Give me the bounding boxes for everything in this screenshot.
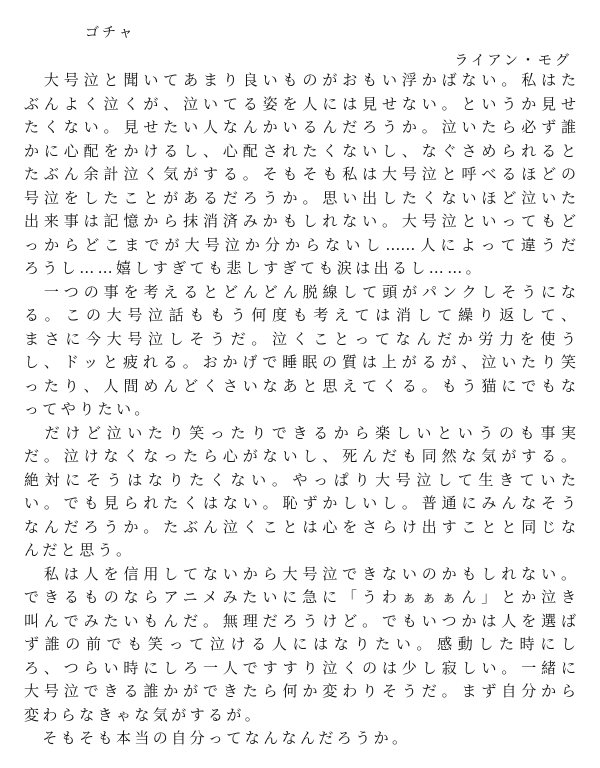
essay-title: ゴチャ (85, 25, 136, 41)
text-line: 一つの事を考えるとどんどん脱線して頭がパンクしそうにな (24, 282, 576, 301)
author-name: ライアン・モグ (454, 53, 572, 69)
text-line: 号泣をしたことがあるだろうか。思い出したくないほど泣いた (24, 188, 576, 207)
text-line: 大号泣と聞いてあまり良いものがおもい浮かばない。私はた (24, 71, 576, 89)
text-line: る。この大号泣話ももう何度も考えては消して繰り返して、 (24, 306, 576, 324)
text-line: できるものならアニメみたいに急に「うわぁぁぁん」とか泣き (24, 588, 576, 606)
text-line: ろうし……嬉しすぎても悲しすぎても涙は出るし……。 (24, 259, 485, 277)
text-line: ず誰の前でも笑って泣ける人にはなりたい。感動した時にし (24, 635, 576, 653)
text-line: 私は人を信用してないから大号泣できないのかもしれない。 (24, 564, 576, 583)
text-line: なんだろうか。たぶん泣くことは心をさらけ出すことと同じな (24, 517, 576, 536)
text-line: い。でも見られたくはない。恥ずかしいし。普通にみんなそう (24, 494, 576, 512)
text-line: 変わらなきゃな気がするが。 (24, 705, 264, 724)
essay-body (24, 69, 576, 751)
text-line: まさに今大号泣しそうだ。泣くことってなんだか労力を使う (24, 329, 576, 348)
text-line: だけど泣いたり笑ったりできるから楽しいというのも事実 (24, 423, 576, 442)
text-line: っからどこまでが大号泣か分からないし……人によって違うだ (24, 235, 576, 254)
text-line: 出来事は記憶から抹消済みかもしれない。大号泣といってもど (24, 212, 576, 230)
text-line: 叫んでみたいもんだ。無理だろうけど。でもいつかは人を選ば (24, 611, 576, 630)
text-line: んだと思う。 (24, 541, 135, 559)
text-line: ろ、つらい時にしろ一人ですすり泣くのは少し寂しい。一緒に (24, 658, 576, 677)
text-line: たくない。見せたい人なんかいるんだろうか。泣いたら必ず誰 (24, 118, 576, 136)
text-line: ぶんよく泣くが、泣いてる姿を人には見せない。というか見せ (24, 94, 576, 113)
text-line: 大号泣できる誰かができたら何か変わりそうだ。まず自分から (24, 682, 576, 700)
text-line: 絶対にそうはなりたくない。やっぱり大号泣して生きていた (24, 470, 576, 489)
text-line: たぶん余計泣く気がする。そもそも私は大号泣と呼べるほどの (24, 165, 576, 183)
text-line: し、ドッと疲れる。おかげで睡眠の質は上がるが、泣いたり笑 (24, 353, 576, 371)
text-line: だ。泣けなくなったら心がないし、死んだも同然な気がする。 (24, 447, 576, 465)
text-line: ったり、人間めんどくさいなあと思えてくる。もう猫にでもな (24, 376, 576, 395)
text-line: そもそも本当の自分ってなんなんだろうか。 (24, 729, 411, 747)
text-line: ってやりたい。 (24, 400, 153, 418)
text-line: かに心配をかけるし、心配されたくないし、なぐさめられると (24, 141, 576, 160)
